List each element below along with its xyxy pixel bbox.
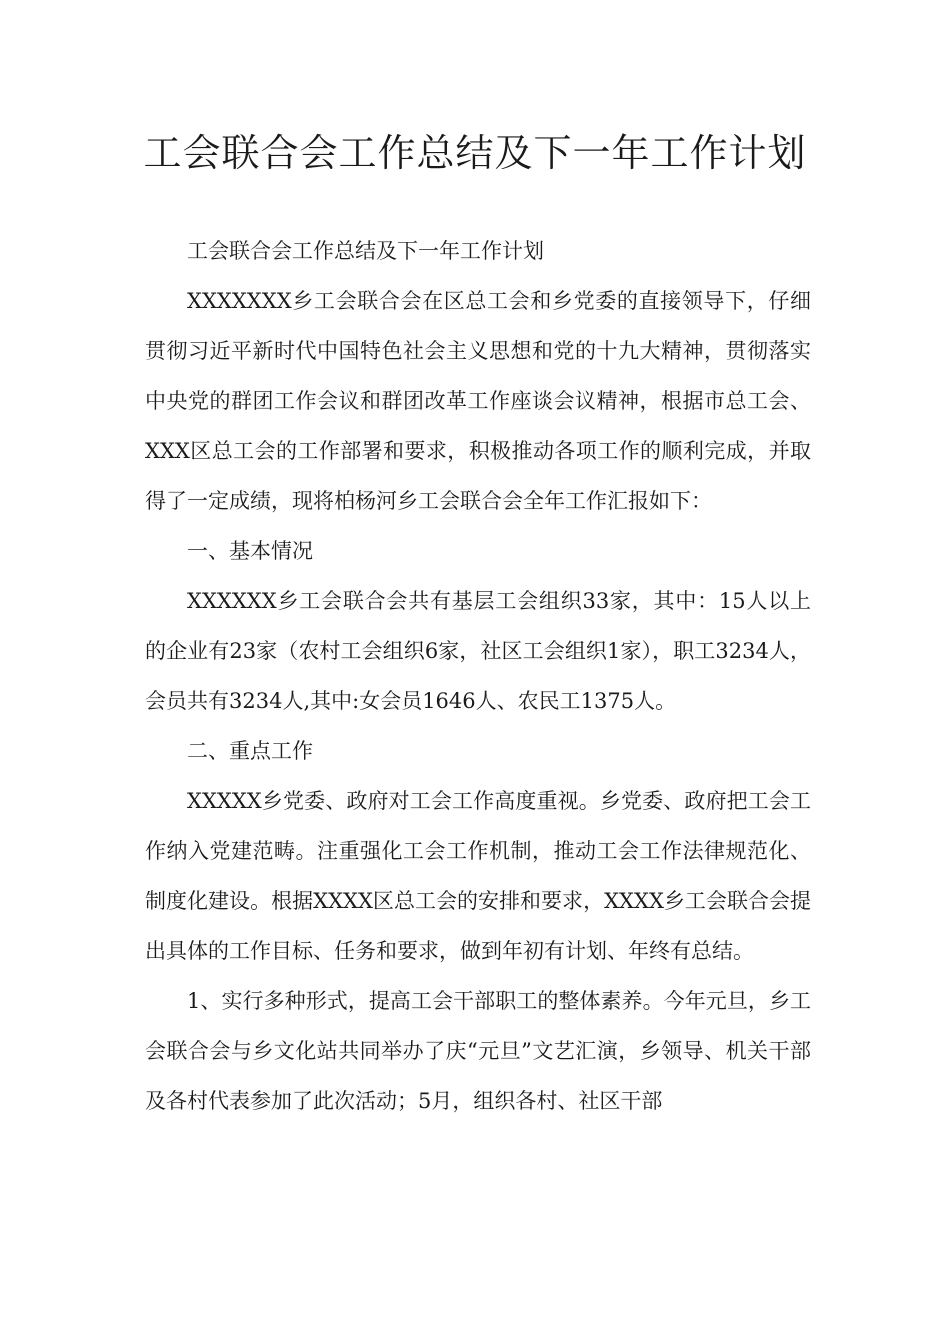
section-heading-key-work: 二、重点工作 (187, 739, 313, 763)
section-heading-basic: 一、基本情况 (187, 539, 313, 563)
intro-paragraph: XXXXXXX乡工会联合会在区总工会和乡党委的直接领导下，仔细贯彻习近平新时代中国特色社会主义思想和党的十九大精神，贯彻落实中央党的群团工作会议和群团改革工作座谈会议精神，根据市总工会、XXX区总工会的工作部署和要求，积极推动各项工作的顺利完成，并取得了一定成绩，现将柏杨河乡工会联合会全年工作汇报如下： (145, 289, 811, 513)
document-body (145, 226, 811, 1126)
key-work-paragraph: XXXXX乡党委、政府对工会工作高度重视。乡党委、政府把工会工作纳入党建范畴。注重强化工会工作机制，推动工会工作法律规范化、制度化建设。根据XXXX区总工会的安排和要求，XXXX乡工会联合会提出具体的工作目标、任务和要求，做到年初有计划、年终有总结。 (145, 789, 811, 963)
subtitle-paragraph: 工会联合会工作总结及下一年工作计划 (187, 239, 544, 263)
document-title: 工会联合会工作总结及下一年工作计划 (143, 131, 807, 175)
basic-info-paragraph: XXXXXX乡工会联合会共有基层工会组织33家，其中：15人以上的企业有23家（农村工会组织6家，社区工会组织1家），职工3234人，会员共有3234人,其中:女会员1646人、农民工1375人。 (145, 589, 811, 713)
item-1-paragraph: 1、实行多种形式，提高工会干部职工的整体素养。今年元旦，乡工会联合会与乡文化站共同举办了庆“元旦”文艺汇演，乡领导、机关干部及各村代表参加了此次活动；5月，组织各村、社区干部 (145, 989, 811, 1113)
